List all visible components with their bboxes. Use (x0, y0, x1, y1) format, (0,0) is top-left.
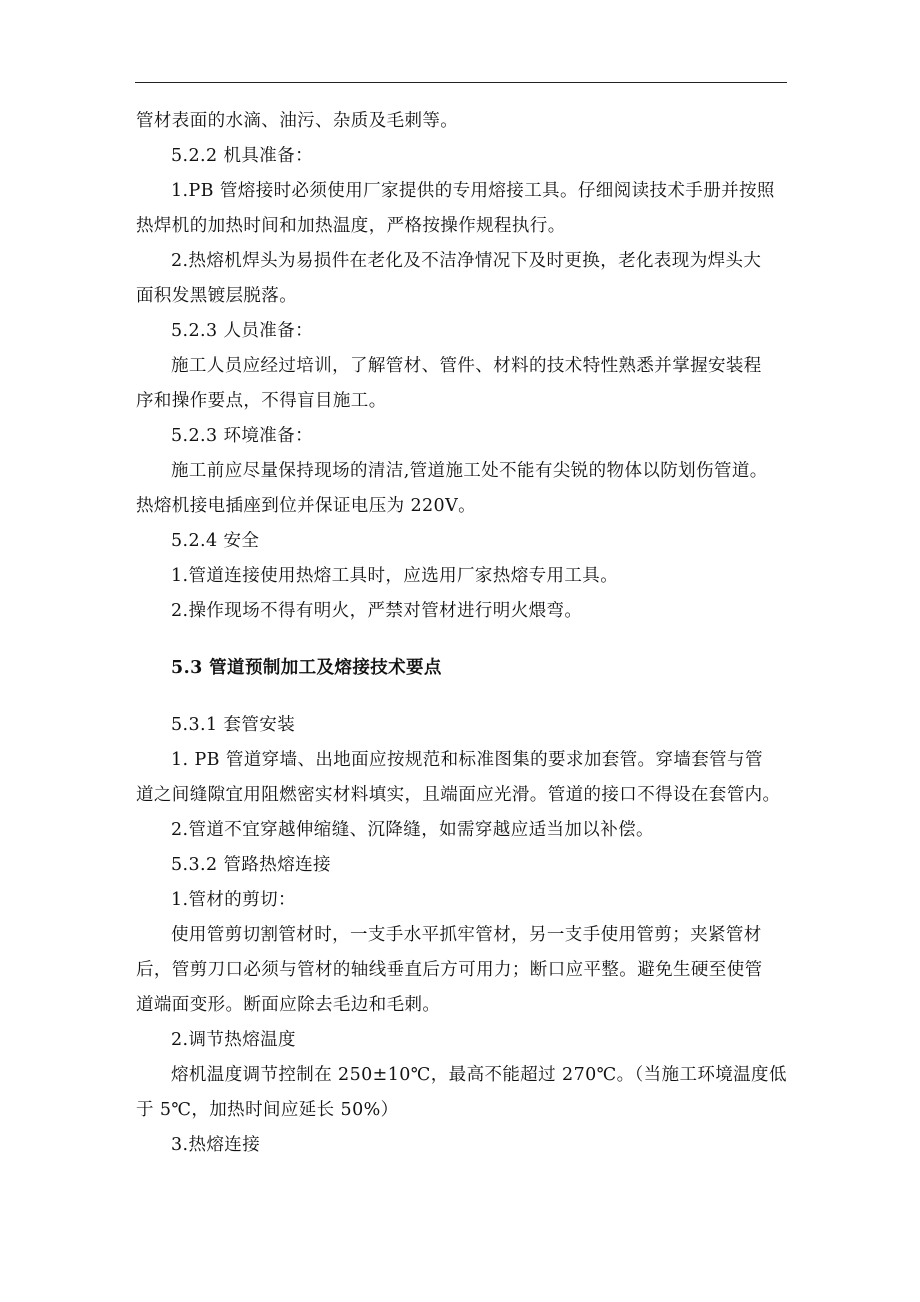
paragraph-line: 2.调节热熔温度 (171, 1030, 296, 1050)
paragraph-line: 面积发黑镀层脱落。 (136, 286, 298, 306)
document-body (136, 104, 788, 1163)
paragraph-line: 道端面变形。断面应除去毛边和毛刺。 (136, 995, 441, 1015)
section-heading-5-2-3-personnel: 5.2.3 人员准备： (171, 321, 313, 341)
section-heading-5-3-1: 5.3.1 套管安装 (171, 715, 296, 735)
paragraph-line: 1.PB 管熔接时必须使用厂家提供的专用熔接工具。仔细阅读技术手册并按照 (171, 181, 775, 201)
paragraph-line: 1.管道连接使用热熔工具时，应选用厂家热熔专用工具。 (171, 566, 619, 586)
section-heading-5-2-2: 5.2.2 机具准备： (171, 146, 313, 166)
paragraph-line: 熔机温度调节控制在 250±10℃，最高不能超过 270℃。（当施工环境温度低 (171, 1065, 787, 1085)
paragraph-line: 热焊机的加热时间和加热温度，严格按操作规程执行。 (136, 216, 566, 236)
paragraph-line: 序和操作要点，不得盲目施工。 (136, 391, 387, 411)
header-rule (135, 82, 787, 83)
paragraph-line: 2.管道不宜穿越伸缩缝、沉降缝，如需穿越应适当加以补偿。 (171, 820, 654, 840)
paragraph-line: 施工前应尽量保持现场的清洁,管道施工处不能有尖锐的物体以防划伤管道。 (171, 461, 768, 481)
paragraph-line: 施工人员应经过培训，了解管材、管件、材料的技术特性熟悉并掌握安装程 (171, 356, 762, 376)
paragraph-line: 使用管剪切割管材时，一支手水平抓牢管材，另一支手使用管剪；夹紧管材 (171, 925, 762, 945)
paragraph-line: 道之间缝隙宜用阻燃密实材料填实，且端面应光滑。管道的接口不得设在套管内。 (136, 785, 781, 805)
paragraph-line: 于 5℃，加热时间应延长 50%） (136, 1100, 399, 1120)
paragraph-line: 3.热熔连接 (171, 1135, 261, 1155)
paragraph-line: 管材表面的水滴、油污、杂质及毛刺等。 (136, 111, 459, 131)
paragraph-line: 1. PB 管道穿墙、出地面应按规范和标准图集的要求加套管。穿墙套管与管 (171, 750, 763, 770)
paragraph-line: 后，管剪刀口必须与管材的轴线垂直后方可用力；断口应平整。避免生硬至使管 (136, 960, 763, 980)
paragraph-line: 2.热熔机焊头为易损件在老化及不洁净情况下及时更换，老化表现为焊头大 (171, 251, 762, 271)
paragraph-line: 热熔机接电插座到位并保证电压为 220V。 (136, 496, 477, 516)
section-heading-5-3-2: 5.3.2 管路热熔连接 (171, 855, 331, 875)
section-heading-5-2-3-environment: 5.2.3 环境准备： (171, 426, 313, 446)
paragraph-line: 2.操作现场不得有明火，严禁对管材进行明火煨弯。 (171, 601, 583, 621)
section-heading-5-3: 5.3 管道预制加工及熔接技术要点 (171, 658, 442, 678)
section-heading-5-2-4: 5.2.4 安全 (171, 531, 260, 551)
paragraph-line: 1.管材的剪切： (171, 890, 296, 910)
